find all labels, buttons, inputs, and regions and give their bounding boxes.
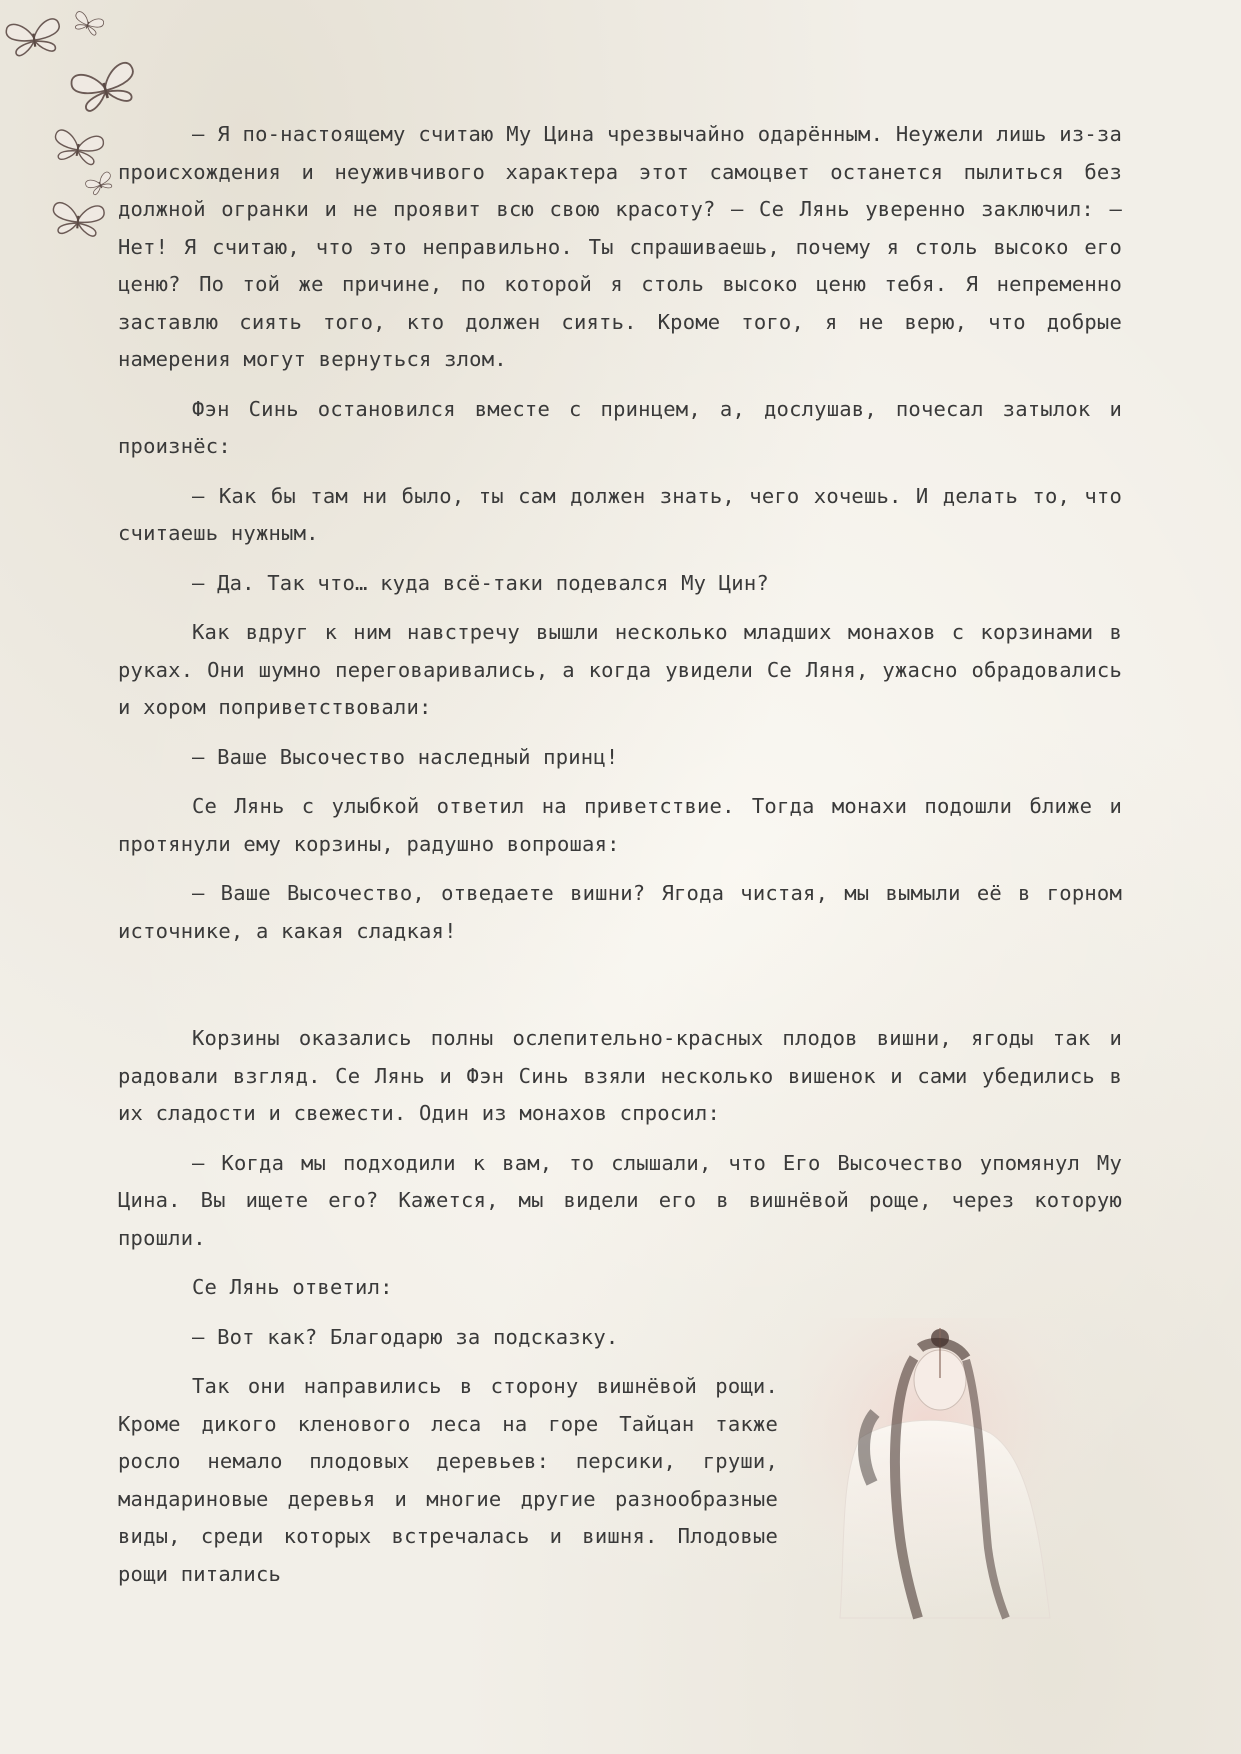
character-illustration bbox=[800, 1318, 1120, 1628]
paragraph: Корзины оказались полны ослепительно-красных плодов вишни, ягоды так и радовали взгляд. Се Лянь и Фэн Синь взяли несколько вишенок и сами убедились в их сладости и свежести. Один из монахов спросил: bbox=[118, 1026, 1122, 1125]
paragraph: — Я по-настоящему считаю Му Цина чрезвычайно одарённым. Неужели лишь из-за происхождения и неуживчивого характера этот самоцвет останется пылиться без должной огранки и не проявит всю свою красоту? — Се Лянь уверенно заключил: — Нет! Я считаю, что это неправильно. Ты спрашиваешь, почему я столь высоко его ценю? По той же причине, по которой я столь высоко ценю тебя. Я непременно заставлю сиять того, кто должен сиять. Кроме того, я не верю, что добрые намерения могут вернуться злом. bbox=[118, 122, 1122, 371]
paragraph: — Ваше Высочество, отведаете вишни? Ягода чистая, мы вымыли её в горном источнике, а какая сладкая! bbox=[118, 881, 1122, 943]
butterfly-icon bbox=[70, 61, 141, 114]
paragraph: — Когда мы подходили к вам, то слышали, что Его Высочество упомянул Му Цина. Вы ищете его? Кажется, мы видели его в вишнёвой роще, через которую прошли. bbox=[118, 1150, 1122, 1250]
butterfly-icon bbox=[52, 129, 105, 166]
paragraph: — Ваше Высочество наследный принц! bbox=[192, 744, 619, 769]
butterfly-icon bbox=[84, 171, 115, 197]
paragraph: Се Лянь ответил: bbox=[192, 1275, 393, 1299]
paragraph: — Да. Так что… куда всё-таки подевался Му Цин? bbox=[192, 570, 769, 595]
paragraph: — Как бы там ни было, ты сам должен знать, чего хочешь. И делать то, что считаешь нужным. bbox=[118, 483, 1122, 545]
butterfly-icon bbox=[51, 202, 104, 237]
paragraph: Се Лянь с улыбкой ответил на приветствие. Тогда монахи подошли ближе и протянули ему корзины, радушно вопрошая: bbox=[118, 794, 1122, 856]
paragraph: Так они направились в сторону вишнёвой рощи. Кроме дикого кленового леса на горе Тайцан также росло немало плодовых деревьев: персики, груши, мандариновые деревья и многие другие разнообразные виды, среди которых встречалась и вишня. Плодовые рощи питались bbox=[118, 1374, 778, 1586]
paragraph: — Вот как? Благодарю за подсказку. bbox=[192, 1324, 619, 1349]
paragraph: Как вдруг к ним навстречу вышли несколько младших монахов с корзинами в руках. Они шумно переговаривались, а когда увидели Се Ляня, ужасно обрадовались и хором поприветствовали: bbox=[118, 620, 1122, 719]
butterfly-icon bbox=[71, 11, 104, 37]
butterfly-icon bbox=[5, 18, 62, 57]
paragraph: Фэн Синь остановился вместе с принцем, а, дослушав, почесал затылок и произнёс: bbox=[118, 396, 1122, 458]
